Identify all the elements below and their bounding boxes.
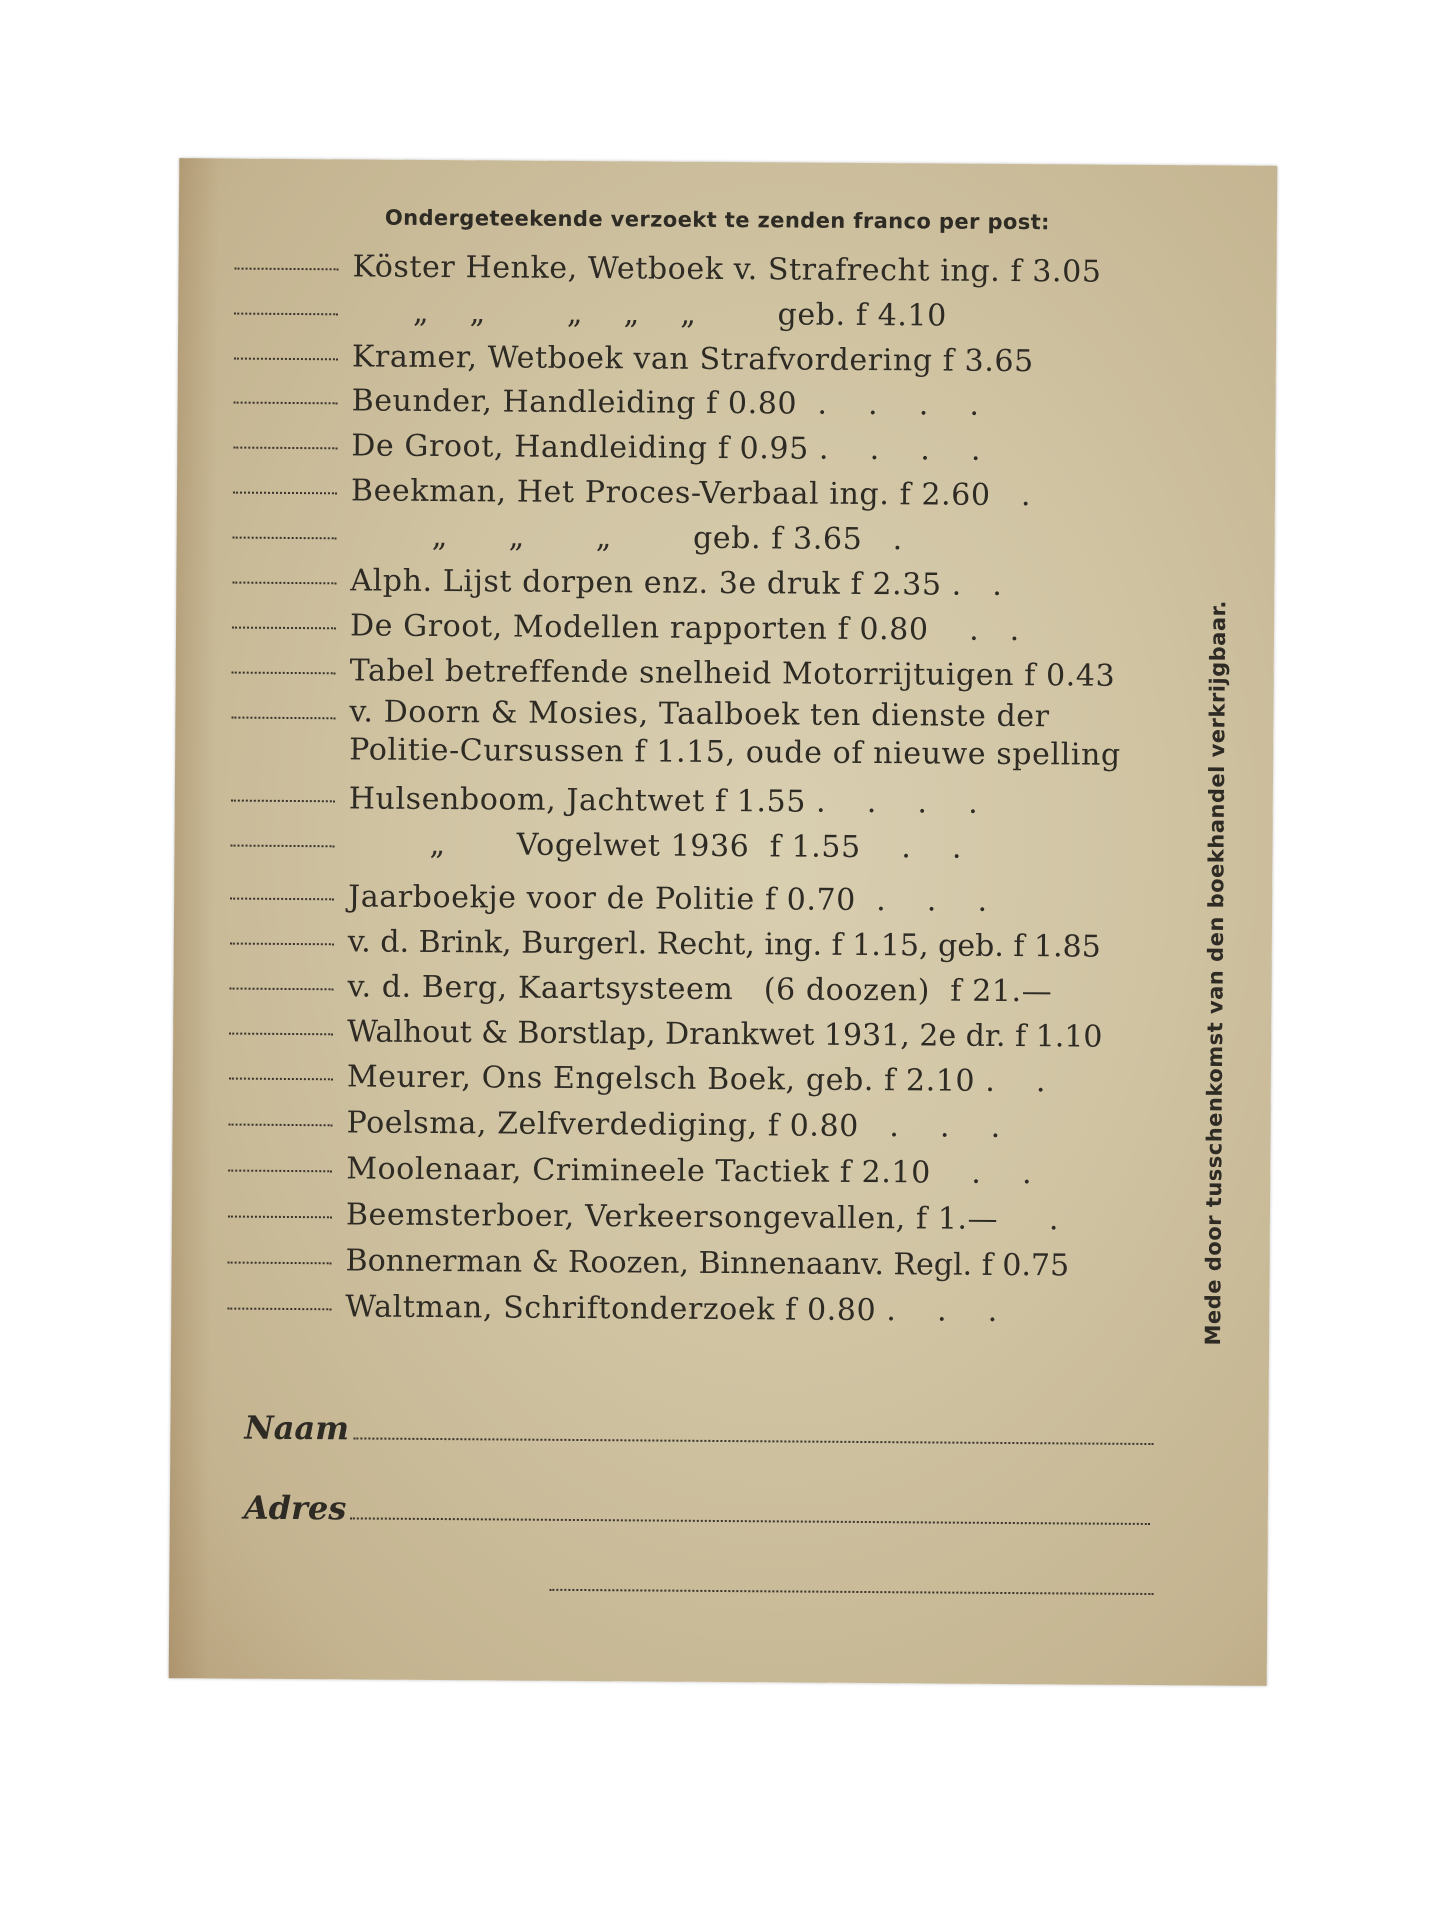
order-row[interactable] <box>230 924 1230 971</box>
quantity-line[interactable] <box>231 717 335 720</box>
item-text: Kramer, Wetboek van Strafvordering f 3.65 <box>351 339 1034 380</box>
quantity-line[interactable] <box>233 492 337 495</box>
quantity-line[interactable] <box>230 943 334 946</box>
naam-field[interactable] <box>244 1409 1153 1453</box>
quantity-line[interactable] <box>229 1078 333 1081</box>
item-text: Alph. Lijst dorpen enz. 3e druk f 2.35 . . <box>350 563 1003 603</box>
order-row[interactable] <box>227 1243 1227 1290</box>
item-text: De Groot, Modellen rapporten f 0.80 . . <box>349 608 1020 649</box>
order-row[interactable] <box>231 781 1231 828</box>
adres-continuation-line[interactable] <box>549 1589 1153 1595</box>
item-text: Köster Henke, Wetboek v. Strafrecht ing. f 3.05 <box>352 249 1102 290</box>
quantity-line[interactable] <box>228 1262 332 1265</box>
item-text: De Groot, Handleiding f 0.95 . . . . <box>351 428 982 468</box>
item-text: Jaarboekje voor de Politie f 0.70 . . . <box>348 879 988 919</box>
quantity-line[interactable] <box>233 537 337 540</box>
item-text: v. d. Brink, Burgerl. Recht, ing. f 1.15, geb. f 1.85 <box>347 924 1101 965</box>
item-text: Hulsenboom, Jachtwet f 1.55 . . . . <box>348 781 979 821</box>
naam-label: Naam <box>244 1408 350 1448</box>
item-text: „ „ „ geb. f 3.65 . <box>350 518 903 558</box>
quantity-line[interactable] <box>232 627 336 630</box>
order-row[interactable] <box>229 969 1229 1016</box>
quantity-line[interactable] <box>232 582 336 585</box>
item-text: v. d. Berg, Kaartsysteem (6 doozen) f 21.— <box>347 969 1053 1010</box>
order-row[interactable] <box>234 249 1234 296</box>
order-row[interactable] <box>234 294 1234 341</box>
order-row[interactable] <box>230 879 1230 926</box>
quantity-line[interactable] <box>234 402 338 405</box>
quantity-line[interactable] <box>231 845 335 848</box>
form-header: Ondergeteekende verzoekt te zenden franco per post: <box>384 205 1050 235</box>
item-text: Beemsterboer, Verkeersongevallen, f 1.— . <box>345 1197 1060 1238</box>
adres-label: Adres <box>243 1488 347 1528</box>
item-text: Meurer, Ons Engelsch Boek, geb. f 2.10 . . <box>346 1059 1047 1100</box>
order-card <box>169 158 1278 1686</box>
quantity-line[interactable] <box>234 358 338 361</box>
order-row[interactable] <box>233 383 1233 430</box>
item-text: „ „ „ „ „ geb. f 4.10 <box>352 294 947 334</box>
adres-field[interactable] <box>244 1489 1151 1533</box>
order-row[interactable] <box>232 608 1232 655</box>
side-note: Mede door tusschenkomst van den boekhandel verkrijgbaar. <box>1201 600 1231 1346</box>
order-row[interactable] <box>228 1197 1228 1244</box>
quantity-line[interactable] <box>229 1124 333 1127</box>
order-row[interactable] <box>229 1014 1229 1061</box>
order-row[interactable] <box>227 1289 1227 1336</box>
item-text: Moolenaar, Crimineele Tactiek f 2.10 . . <box>346 1151 1033 1192</box>
quantity-line[interactable] <box>227 1308 331 1311</box>
item-text: Waltman, Schriftonderzoek f 0.80 . . . <box>345 1289 998 1329</box>
order-row[interactable] <box>229 1059 1229 1106</box>
quantity-line[interactable] <box>235 268 339 271</box>
order-row[interactable] <box>234 339 1234 386</box>
order-row[interactable] <box>230 826 1230 873</box>
order-row[interactable] <box>233 428 1233 475</box>
quantity-line[interactable] <box>233 447 337 450</box>
order-row[interactable] <box>228 1105 1228 1152</box>
quantity-line[interactable] <box>232 672 336 675</box>
item-text: Walhout & Borstlap, Drankwet 1931, 2e dr. f 1.10 <box>347 1014 1103 1055</box>
quantity-line[interactable] <box>228 1170 332 1173</box>
quantity-line[interactable] <box>228 1216 332 1219</box>
item-text: „ Vogelwet 1936 f 1.55 . . <box>348 826 963 866</box>
order-row[interactable] <box>232 563 1232 610</box>
card-stain <box>169 158 220 1678</box>
quantity-line[interactable] <box>234 313 338 316</box>
item-text: Bonnerman & Roozen, Binnenaanv. Regl. f 0.75 <box>345 1243 1070 1284</box>
adres-input-line[interactable] <box>350 1517 1150 1525</box>
order-row[interactable] <box>233 518 1233 565</box>
order-row[interactable] <box>233 473 1233 520</box>
quantity-line[interactable] <box>230 898 334 901</box>
quantity-line[interactable] <box>229 1033 333 1036</box>
order-row[interactable] <box>231 693 1232 780</box>
item-text: Tabel betreffende snelheid Motorrijtuigen f 0.43 <box>349 653 1116 694</box>
naam-input-line[interactable] <box>353 1437 1153 1445</box>
item-text: Poelsma, Zelfverdediging, f 0.80 . . . <box>346 1105 1001 1145</box>
order-row[interactable] <box>232 653 1232 700</box>
item-text: v. Doorn & Mosies, Taalboek ten dienste der Politie-Cursussen f 1.15, oude of nieuwe spelling <box>349 694 1121 773</box>
quantity-line[interactable] <box>231 800 335 803</box>
order-row[interactable] <box>228 1151 1228 1198</box>
item-text: Beunder, Handleiding f 0.80 . . . . <box>351 383 980 423</box>
item-text: Beekman, Het Proces-Verbaal ing. f 2.60 . <box>350 473 1032 514</box>
quantity-line[interactable] <box>230 988 334 991</box>
